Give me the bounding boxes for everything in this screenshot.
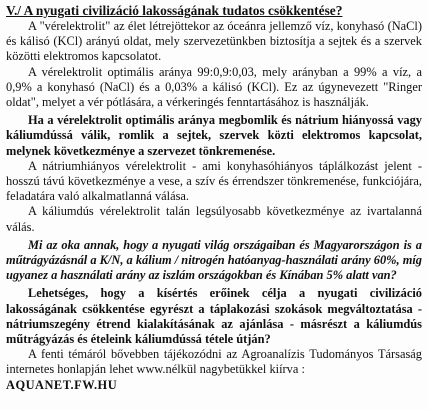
paragraph-question-population: Lehetséges, hogy a kísértés erőinek célja a nyugati civilizáció lakosságának csökkentése egyrészt a táplakozási szokások megváltoztatása - nátriumszegény étrend kialakításának az ajánlása - másrészt a káliumdús műtrágyázás és ételeink káliumdússá tétele útján? [6,286,422,347]
paragraph-imbalance-warning: Ha a vérelektrolit optimális aránya megbomlik és nátrium hiányossá vagy káliumdússá válik, romlik a sejtek, szervek közti elektromos kapcsolat, melynek következménye a szervezet tönkremenése. [6,113,422,158]
paragraph-question-fertilizer: Mi az oka annak, hogy a nyugati világ országaiban és Magyarországon is a műtrágyázásnál a K/N, a kálium / nitrogén hatóanyag-használati arány 60%, míg ugyanez a használati arány az iszlám országokban és Kínában 5% alatt van? [6,237,422,283]
paragraph-optimal-ratio: A vérelektrolit optimális aránya 99:0,9:0,03, mely arányban a 99% a víz, a 0,9% a konyhasó (NaCl) és a 0,03% a kálisó (KCl). Ez az úgynevezett "Ringer oldat", melyet a vér pótlására, a vérkeringés fenntartásához is használják. [6,64,422,110]
paragraph-vérelektrolit-definition: A "vérelektrolit" az élet létrejöttekor az óceánra jellemző víz, konyhasó (NaCl) és kálisó (KCl) arányú oldat, mely szervezetünkben biztosítja a sejtek és a szervek közötti elektromos kapcsolatot. [6,19,422,64]
paragraph-sodium-deficiency: A nátriumhiányos vérelektrolit - ami konyhasóhiányos táplálkozást jelent - hosszú távú következménye a vese, a szív és érrendszer tönkremenése, funkciójára, feladatára való alkalmatlanná válása. [6,158,422,204]
paragraph-more-info: A fenti témáról bővebben tájékozódni az Agroanalízis Tudományos Társaság internetes honlapján lehet www.nélkül nagybetükkel kiírva : [6,347,422,377]
paragraph-potassium-excess: A káliumdús vérelektrolit talán legsúlyosabb következménye az ivartalanná válás. [6,204,422,234]
website-url: AQUANET.FW.HU [6,377,118,392]
article-title: V./ A nyugati civilizáció lakosságának tudatos csökkentése? [6,3,343,18]
